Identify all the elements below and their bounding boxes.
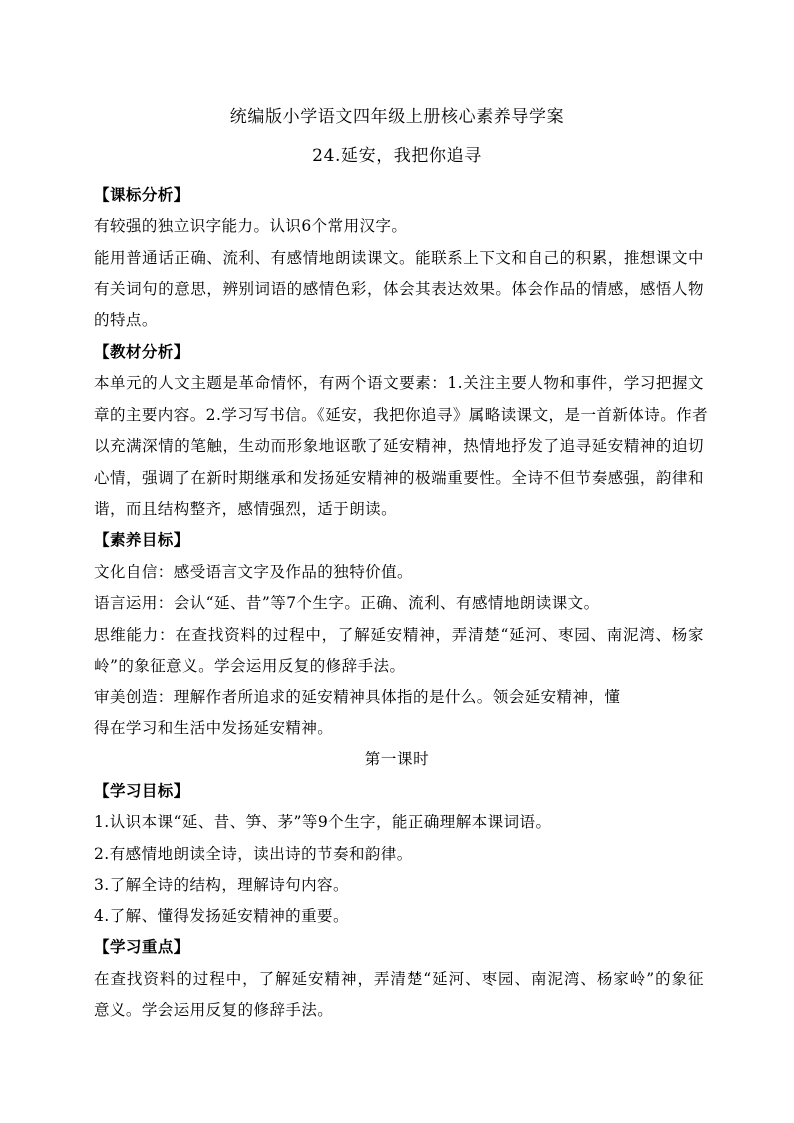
curriculum-paragraph-2-line-2: 有关词句的意思，辨别词语的感情色彩，体会其表达效果。体会作品的情感，感悟人物 <box>94 280 704 298</box>
curriculum-heading: 【课标分析】 <box>94 185 190 204</box>
textbook-line-1: 本单元的人文主题是革命情怀，有两个语文要素：1.关注主要人物和事件，学习把握文 <box>94 374 704 392</box>
curriculum-paragraph-1: 有较强的独立识字能力。认识6个常用汉字。 <box>94 217 408 235</box>
literacy-line-2: 语言运用：会认“延、昔”等7个生字。正确、流利、有感情地朗读课文。 <box>94 594 600 612</box>
textbook-line-3: 以充满深情的笔触，生动而形象地讴歌了延安精神，热情地抒发了追寻延安精神的迫切 <box>94 437 704 455</box>
textbook-line-5: 谐，而且结构整齐，感情强烈，适于朗读。 <box>94 500 398 518</box>
literacy-line-5: 审美创造：理解作者所追求的延安精神具体指的是什么。领会延安精神，懂 <box>94 688 621 706</box>
goal-item-3: 3.了解全诗的结构，理解诗句内容。 <box>94 876 349 894</box>
focus-line-1: 在查找资料的过程中，了解延安精神，弄清楚“延河、枣园、南泥湾、杨家岭”的象征 <box>94 970 704 988</box>
textbook-line-4: 心情，强调了在新时期继承和发扬延安精神的极端重要性。全诗不但节奏感强，韵律和 <box>94 469 704 487</box>
curriculum-paragraph-2-line-3: 的特点。 <box>94 311 158 329</box>
textbook-heading: 【教材分析】 <box>94 342 190 361</box>
curriculum-paragraph-2-line-1: 能用普通话正确、流利、有感情地朗读课文。能联系上下文和自己的积累，推想课文中 <box>94 249 704 267</box>
goal-item-4: 4.了解、懂得发扬延安精神的重要。 <box>94 907 349 925</box>
literacy-line-6: 得在学习和生活中发扬延安精神。 <box>94 719 334 737</box>
focus-line-2: 意义。学会运用反复的修辞手法。 <box>94 1001 334 1019</box>
goals-heading: 【学习目标】 <box>94 781 190 800</box>
goal-item-2: 2.有感情地朗读全诗，读出诗的节奏和韵律。 <box>94 845 413 863</box>
literacy-line-1: 文化自信：感受语言文字及作品的独特价值。 <box>94 563 414 581</box>
textbook-line-2: 章的主要内容。2.学习写书信。《延安，我把你追寻》属略读课文，是一首新体诗。作者 <box>94 406 709 424</box>
goal-item-1: 1.认识本课“延、昔、笋、茅”等9个生字，能正确理解本课词语。 <box>94 813 552 831</box>
literacy-line-3: 思维能力：在查找资料的过程中，了解延安精神，弄清楚“延河、枣园、南泥湾、杨家 <box>94 626 704 644</box>
document-title: 统编版小学语文四年级上册核心素养导学案 <box>229 107 565 127</box>
literacy-line-4: 岭”的象征意义。学会运用反复的修辞手法。 <box>94 657 406 675</box>
focus-heading: 【学习重点】 <box>94 937 190 956</box>
lesson-label: 第一课时 <box>364 750 430 768</box>
literacy-heading: 【素养目标】 <box>94 530 190 549</box>
lesson-title: 24.延安，我把你追寻 <box>312 146 482 166</box>
